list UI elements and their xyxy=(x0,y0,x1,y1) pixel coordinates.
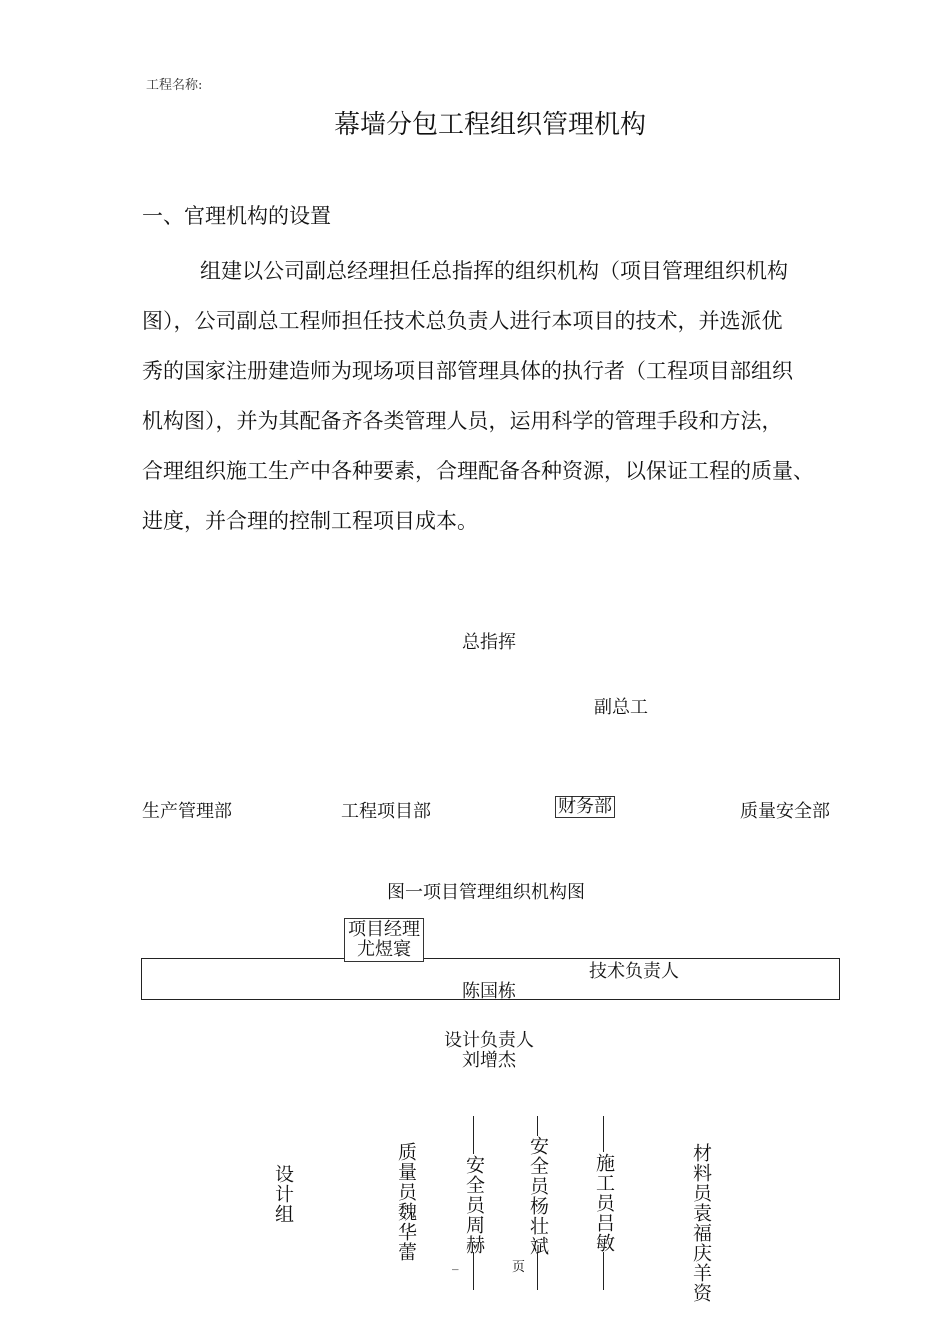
connector-line xyxy=(537,1252,538,1290)
staff-safety-officer-2: 安全员杨壮斌 xyxy=(527,1136,549,1256)
section-heading: 一、官理机构的设置 xyxy=(142,204,331,228)
org-node-deputy-chief-engineer: 副总工 xyxy=(594,697,648,718)
design-lead-name: 刘增杰 xyxy=(462,1050,516,1071)
connector-line xyxy=(603,1252,604,1290)
body-paragraph xyxy=(142,246,854,546)
connector-line xyxy=(537,1116,538,1136)
staff-materials-officer: 材料员袁福庆羊资 xyxy=(690,1143,712,1303)
org-node-production-dept: 生产管理部 xyxy=(142,801,232,822)
org-node-quality-safety-dept: 质量安全部 xyxy=(740,801,830,822)
project-manager-box xyxy=(344,918,424,962)
project-manager-title: 项目经理 xyxy=(348,919,420,940)
paragraph-line: 进度，并合理的控制工程项目成本。 xyxy=(142,509,478,533)
project-name-label: 工程名称: xyxy=(146,78,203,93)
org-node-finance-dept: 财务部 xyxy=(555,796,615,818)
connector-line xyxy=(603,1116,604,1152)
tech-lead-title: 技术负责人 xyxy=(589,961,679,982)
tech-lead-name: 陈国栋 xyxy=(462,981,516,1002)
paragraph-line: 合理组织施工生产中各种要素，合理配备各种资源，以保证工程的质量、 xyxy=(142,459,814,483)
page-fragment: 页 xyxy=(512,1260,526,1275)
figure-caption: 图一项目管理组织机构图 xyxy=(387,882,585,903)
paragraph-line: 机构图），并为其配备齐各类管理人员，运用科学的管理手段和方法， xyxy=(142,409,783,433)
paragraph-line: 组建以公司副总经理担任总指挥的组织机构（项目管理组织机构 xyxy=(200,259,788,283)
paragraph-line: 秀的国家注册建造师为现场项目部管理具体的执行者（工程项目部组织 xyxy=(142,359,793,383)
document-title: 幕墙分包工程组织管理机构 xyxy=(333,110,646,140)
org-node-engineering-dept: 工程项目部 xyxy=(341,801,431,822)
staff-quality-inspector: 质量员魏华蕾 xyxy=(395,1142,417,1262)
design-lead-title: 设计负责人 xyxy=(444,1030,534,1051)
staff-safety-officer-1: 安全员周赫 xyxy=(463,1155,485,1255)
paragraph-line: 图），公司副总工程师担任技术总负责人进行本项目的技术，并选派优 xyxy=(142,309,783,333)
project-manager-name: 尤煜寰 xyxy=(357,939,411,960)
connector-line xyxy=(473,1252,474,1290)
stray-mark: _ xyxy=(452,1256,459,1271)
staff-construction-officer: 施工员吕敏 xyxy=(593,1153,615,1253)
connector-line xyxy=(473,1116,474,1154)
org-node-commander: 总指挥 xyxy=(462,632,516,653)
design-group: 设计组 xyxy=(272,1164,294,1224)
